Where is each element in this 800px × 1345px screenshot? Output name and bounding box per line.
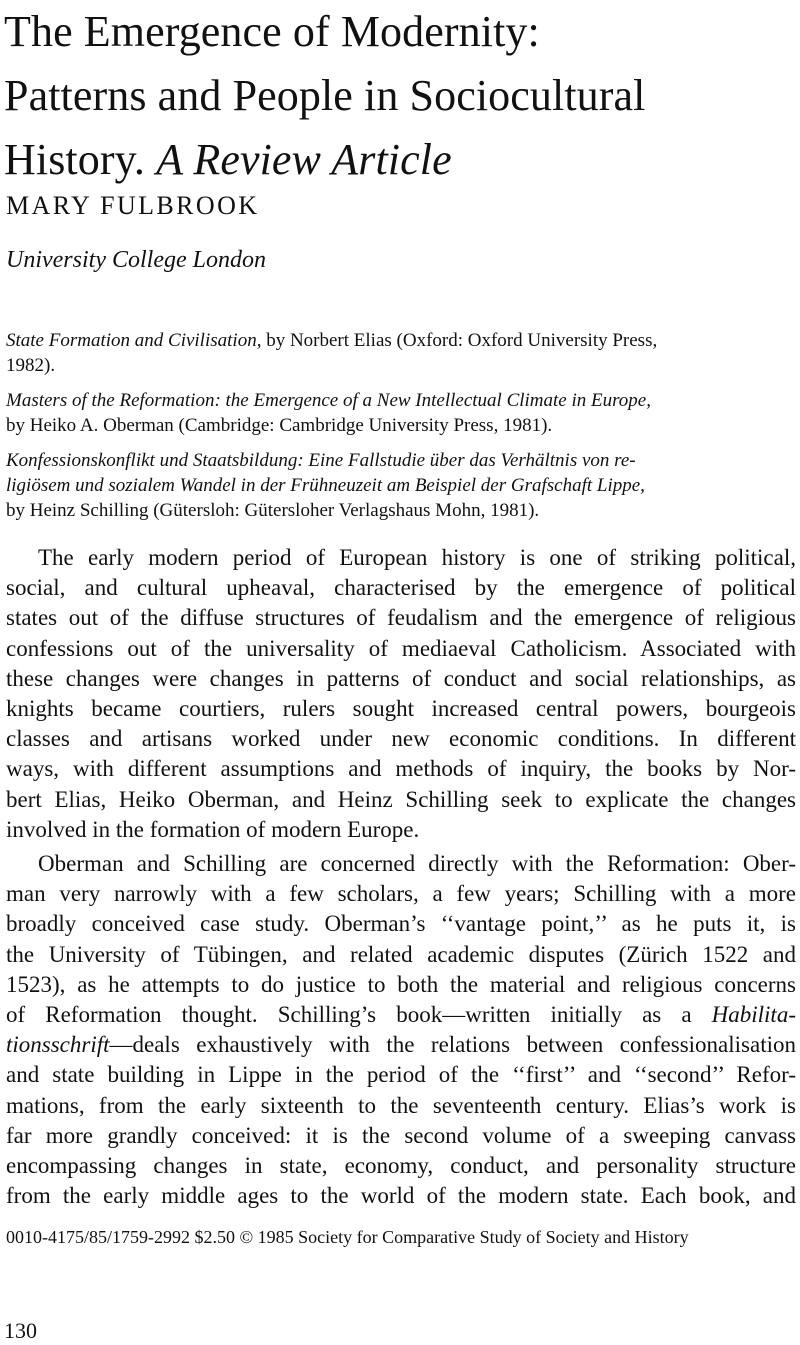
title-line: Patterns and People in Sociocultural <box>4 71 646 120</box>
body-line: these changes were changes in patterns of conduct and social relationships, as <box>6 665 796 691</box>
article-body <box>6 543 796 1211</box>
body-line: bert Elias, Heiko Oberman, and Heinz Schilling seek to explicate the changes <box>6 786 796 812</box>
body-line: the University of Tübingen, and related academic disputes (Zürich 1522 and <box>6 941 796 967</box>
body-line: broadly conceived case study. Oberman’s ‘‘vantage point,’’ as he puts it, is <box>6 911 796 937</box>
article-title <box>4 0 794 192</box>
body-line: social, and cultural upheaval, characterised by the emergence of political <box>6 575 796 601</box>
reviewed-work-details: by Heiko A. Oberman (Cambridge: Cambridge University Press, 1981). <box>6 415 553 436</box>
reviewed-work-item <box>6 388 794 438</box>
body-line: knights became courtiers, rulers sought increased central powers, bourgeois <box>6 696 796 722</box>
page-number: 130 <box>4 1318 37 1343</box>
body-italic-term: tionsschrift <box>6 1032 110 1058</box>
body-line: confessions out of the universality of mediaeval Catholicism. Associated with <box>6 635 796 661</box>
body-line: The early modern period of European history is one of striking political, <box>38 545 796 570</box>
author-affiliation: University College London <box>6 247 266 273</box>
body-line: states out of the diffuse structures of feudalism and the emergence of religious <box>6 605 796 631</box>
reviewed-work-details: by Norbert Elias (Oxford: Oxford University Press, <box>261 330 658 351</box>
reviewed-work-item <box>6 328 794 378</box>
body-line: from the early middle ages to the world of the modern state. Each book, and <box>6 1183 796 1209</box>
body-line: ways, with different assumptions and methods of inquiry, the books by Nor- <box>6 756 796 782</box>
reviewed-work-title-text: ligiösem und sozialem Wandel in der Frühneuzeit am Beispiel der Grafschaft Lippe, <box>6 475 645 496</box>
body-line: mations, from the early sixteenth to the seventeenth century. Elias’s work is <box>6 1092 796 1118</box>
body-italic-term: Habilita- <box>711 1002 796 1028</box>
body-paragraph <box>6 543 796 845</box>
body-line: man very narrowly with a few scholars, a few years; Schilling with a more <box>6 881 796 907</box>
author-name: MARY FULBROOK <box>6 191 260 220</box>
reviewed-work-details: 1982). <box>6 355 56 376</box>
reviewed-work-item <box>6 448 794 523</box>
body-line: and state building in Lippe in the period of the ‘‘first’’ and ‘‘second’’ Refor- <box>6 1062 796 1088</box>
reviewed-works-list <box>6 328 794 533</box>
body-text-run: of Reformation thought. Schilling’s book—written initially as a <box>6 1002 712 1028</box>
body-line: 1523), as he attempts to do justice to both the material and religious concerns <box>6 971 796 997</box>
body-paragraph <box>6 849 796 1211</box>
body-line: encompassing changes in state, economy, conduct, and personality structure <box>6 1153 796 1179</box>
reviewed-work-title-text: Konfessionskonflikt und Staatsbildung: Eine Fallstudie über das Verhältnis von re- <box>6 450 636 471</box>
reviewed-work-details: by Heinz Schilling (Gütersloh: Gütersloher Verlagshaus Mohn, 1981). <box>6 500 540 521</box>
copyright-notice: 0010-4175/85/1759-2992 $2.50 © 1985 Society for Comparative Study of Society and History <box>6 1227 689 1247</box>
body-text-run: —deals exhaustively with the relations between confessionalisation <box>109 1032 796 1058</box>
reviewed-work-title <box>6 388 794 413</box>
body-line: involved in the formation of modern Europe. <box>6 816 420 842</box>
reviewed-work-title-text: Masters of the Reformation: the Emergence of a New Intellectual Climate in Europe, <box>6 390 651 411</box>
reviewed-work-title <box>6 448 794 473</box>
body-line: Oberman and Schilling are concerned directly with the Reformation: Ober- <box>38 851 796 877</box>
title-subtitle-italic: A Review Article <box>156 135 452 184</box>
body-line <box>6 1030 796 1060</box>
reviewed-work-line <box>6 328 794 353</box>
title-line: The Emergence of Modernity: <box>4 7 540 56</box>
reviewed-work-title: State Formation and Civilisation, <box>6 330 262 351</box>
reviewed-work-title <box>6 473 794 498</box>
body-line: classes and artisans worked under new economic conditions. In different <box>6 726 796 752</box>
body-line: far more grandly conceived: it is the second volume of a sweeping canvass <box>6 1122 796 1148</box>
title-line <box>4 128 794 192</box>
title-line-text: History. <box>4 135 145 184</box>
body-line <box>6 1000 796 1030</box>
